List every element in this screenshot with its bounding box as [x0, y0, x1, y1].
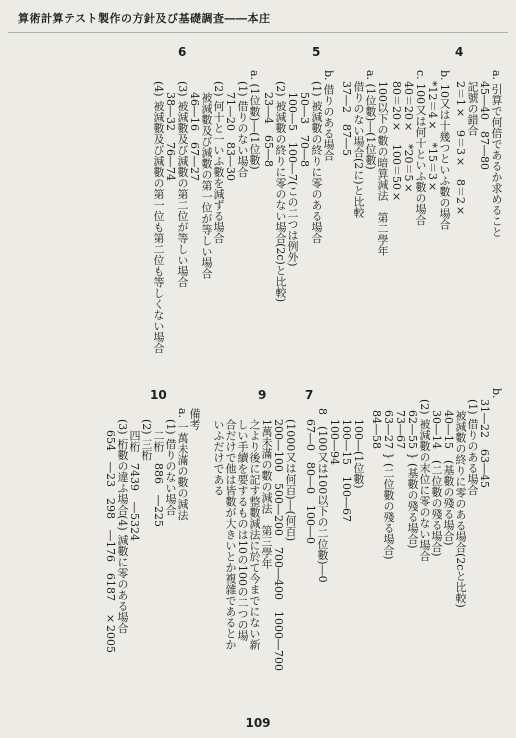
text-line: b.: [490, 388, 503, 399]
text-line: (1000又は何百)―(何百): [284, 408, 297, 542]
text-line: 63―27 } (二位數の殘る場合): [382, 388, 395, 560]
text-line: (3) 被減數及び減數の第二位が等しい場合: [176, 70, 189, 288]
lower-col-7: [304, 408, 364, 698]
text-line: 借りのない場合(2に)と比較: [352, 70, 365, 218]
text-line: 100―94: [328, 408, 341, 465]
text-line: 30―14 (二位數の殘る場合): [430, 388, 443, 557]
text-line: 31―22 63―45: [478, 388, 491, 488]
text-line: 100以下の數の暗算減法 第二學年: [376, 70, 389, 256]
text-line: 50―3 70―8: [298, 70, 311, 167]
text-line: しい手續を要するものは10の100の二つの場: [236, 408, 249, 641]
lower-col-9: [212, 408, 296, 698]
upper-col-4b: [390, 70, 450, 340]
text-line: 被減數及び減數の第一位が等しい場合: [200, 70, 213, 279]
text-line: (1) 借りのない場合: [164, 408, 177, 516]
section-number-7: 7: [305, 388, 314, 402]
text-line: 40＝20× *20＝5×: [402, 70, 415, 195]
text-line: a. (1位數)―(1位數): [364, 70, 377, 170]
text-line: (2) 何十と一いふ數を減ずる場合: [212, 70, 225, 244]
text-line: (2) 三桁: [140, 408, 153, 461]
text-line: 62―55 } (基數の殘る場合): [406, 388, 419, 549]
text-line: (4) 被減數及び減數の第一位も第二位も等しくない場合: [152, 70, 165, 354]
lower-col-10: [104, 408, 200, 698]
header-rule: [8, 32, 508, 33]
text-line: b. 10又は十幾つといふ數の場合: [438, 70, 451, 231]
page-number: 109: [245, 716, 271, 730]
text-line: (3) 桁數の違ふ場合(4) 減數に零のある場合: [116, 408, 129, 634]
text-line: 之より後に記す整數減法に於て今までにない新: [248, 408, 261, 650]
text-line: いふだけである: [212, 408, 225, 496]
upper-col-5b: [262, 70, 334, 340]
section-number-5: 5: [312, 45, 321, 59]
section-number-10: 10: [150, 388, 167, 402]
text-line: (1) 被減數の終りに零のある場合: [310, 70, 323, 244]
text-line: b. 借りのある場合: [322, 70, 335, 162]
text-line: 80＝20× 100＝50×: [390, 70, 403, 203]
upper-col-6: [152, 70, 261, 354]
lower-col-b: [370, 388, 502, 698]
text-line: *12＝4× *15＝3×: [426, 70, 439, 193]
upper-col-5: [340, 70, 388, 340]
text-line: 四桁 7439 ―5324: [128, 408, 141, 541]
section-number-9: 9: [258, 388, 267, 402]
text-line: 8 (100又は100以下の二位數)―0: [316, 408, 329, 583]
text-line: 備考: [188, 408, 201, 430]
text-line: (1) 借りのある場合: [466, 388, 479, 496]
text-line: 二桁 886 ―225: [152, 408, 165, 527]
text-line: 73―67: [394, 388, 407, 449]
running-header: 算術計算テスト製作の方針及び基礎調査――本庄: [18, 12, 271, 25]
text-line: 100―(1位數): [352, 408, 365, 489]
text-line: 37―2 87―5: [340, 70, 353, 156]
text-line: c. 100又は何十といふ數の場合: [414, 70, 427, 226]
text-line: 40―15 (基數の殘る場合): [442, 388, 455, 546]
text-line: 45―40 87―80: [478, 70, 491, 170]
text-line: 被減數の終りに零のある場合(2cと比較): [454, 388, 467, 608]
section-number-6: 6: [178, 45, 187, 59]
text-line: 84―58: [370, 388, 383, 449]
text-line: 67―0 80―0 100―0: [304, 408, 317, 544]
upper-col-4: [454, 70, 502, 340]
text-line: (2) 被減數の終りに零のない場合(2c)と比較): [274, 70, 287, 303]
text-line: a. (1位數)―(1位數): [248, 70, 261, 170]
text-line: a. 一萬未滿の數の減法: [176, 408, 189, 521]
text-line: a. 引算で何倍であるか求めること: [490, 70, 503, 238]
section-number-4: 4: [455, 45, 464, 59]
text-line: 23―4 65―8: [262, 70, 275, 167]
text-line: 46―16 67―27: [188, 70, 201, 181]
text-line: 2＝1× 9＝3× 8＝2×: [454, 70, 467, 217]
text-line: 200―100 500―200 700―400 1000―700: [272, 408, 285, 671]
text-line: 100―15 100―67: [340, 408, 353, 522]
text-line: (2) 被減數の末位に零のない場合: [418, 388, 431, 562]
text-line: 1萬未滿の數の減法 第三學年: [260, 408, 273, 569]
text-line: 654 ―23 298 ―176 6187 ×2005: [104, 408, 117, 653]
text-line: 記號の錯合: [466, 70, 479, 136]
text-line: 合だけで他は皆數が大きいとか複雜であるとか: [224, 408, 237, 650]
text-line: 71―20 83―30: [224, 70, 237, 181]
text-line: 100―5 100―7(この二つは例外): [286, 70, 299, 267]
text-line: (1) 借りのない場合: [236, 70, 249, 178]
text-line: 38―32 76―74: [164, 70, 177, 181]
